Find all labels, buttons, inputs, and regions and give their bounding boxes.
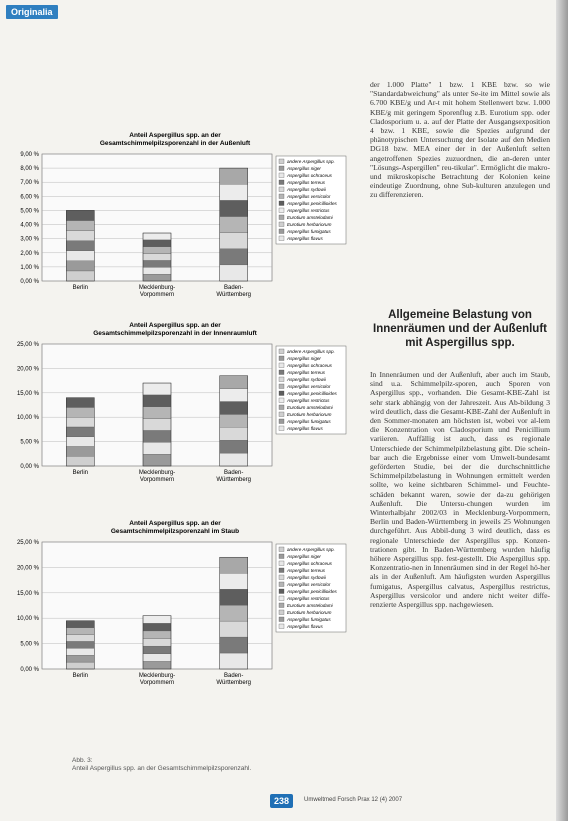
chart-title-line1: Anteil Aspergillus spp. an der <box>129 132 221 139</box>
bar-segment <box>66 210 94 220</box>
legend-swatch <box>279 215 284 220</box>
legend-label: Aspergillus terreus <box>287 180 326 185</box>
chart-title-line1: Anteil Aspergillus spp. an der <box>129 322 221 329</box>
bar-segment <box>220 389 248 402</box>
legend-swatch <box>279 624 284 629</box>
legend-swatch <box>279 426 284 431</box>
bar-segment <box>66 261 94 271</box>
bar-segment <box>66 398 94 408</box>
legend-swatch <box>279 405 284 410</box>
y-tick-label: 8,00 % <box>20 166 39 173</box>
y-tick-label: 15,00 % <box>16 390 39 397</box>
legend-swatch <box>279 384 284 389</box>
text-column-top <box>370 80 550 200</box>
chart-title-line2: Gesamtschimmelpilzsporenzahl in der Innenraumluft <box>93 330 257 337</box>
chart-dust-svg <box>0 516 368 691</box>
x-tick-label: Vorpommern <box>139 477 175 483</box>
legend-label: andere Aspergillus spp. <box>287 159 335 164</box>
page-number: 238 <box>270 794 293 808</box>
bar <box>220 557 248 669</box>
bar-segment <box>143 395 171 407</box>
legend-swatch <box>279 412 284 417</box>
legend-swatch <box>279 575 284 580</box>
legend-label: Aspergillus niger <box>287 554 321 559</box>
bar-segment <box>143 247 171 254</box>
bar-segment <box>66 271 94 281</box>
y-tick-label: 5,00 % <box>20 641 39 648</box>
x-tick-label: Mecklenburg- <box>138 673 176 679</box>
legend-swatch <box>279 603 284 608</box>
bar-segment <box>220 265 248 281</box>
legend-swatch <box>279 377 284 382</box>
legend-label: Aspergillus flavus <box>287 426 323 431</box>
y-tick-label: 0,00 % <box>20 667 39 673</box>
legend-label: Aspergillus flavus <box>287 624 323 629</box>
bar-segment <box>220 589 248 605</box>
legend-label: Aspergillus penicillioides <box>287 201 337 206</box>
chart-outdoor <box>0 128 368 303</box>
x-tick-label: Württemberg <box>216 680 252 686</box>
legend-label: Aspergillus niger <box>287 166 321 171</box>
bar-segment <box>220 376 248 389</box>
bar-segment <box>66 446 94 456</box>
bar-segment <box>220 414 248 427</box>
bar-segment <box>220 402 248 415</box>
legend-swatch <box>279 617 284 622</box>
legend-label: Aspergillus ochraceus <box>287 363 332 368</box>
bar <box>66 621 94 669</box>
y-tick-label: 9,00 % <box>20 152 39 158</box>
bar-segment <box>143 661 171 669</box>
legend-swatch <box>279 356 284 361</box>
legend-swatch <box>279 554 284 559</box>
legend-label: Aspergillus penicillioides <box>287 391 337 396</box>
x-tick-label: Berlin <box>72 673 89 679</box>
legend-swatch <box>279 166 284 171</box>
bar-segment <box>220 573 248 589</box>
legend-label: Aspergillus versicolor <box>287 582 331 587</box>
paragraph-1: der 1.000 Platte" 1 bzw. 1 KBE bzw. so wie "Standardabweichung" als unter Se-ite im Mittel sowie als 6.700 KBE/g und Ar-t mit hohem Stellenwert bzw. 1.000 KBE/g mit geringem Sporenflug z.B. Eurotium spp. oder Cladosporium u. a. auf der Platte der Ausgangsexposition 4 bzw. 1 KBE, sowie die Spezies aufgrund der phänotypischen Untersuchung der Isolate auf den Medien DG18 bzw. MEA einer der in der Außenluft selten angetroffenen Spezies zuzuordnen, die an-deren unter "Lösungs-Aspergillen" reu-tikular". Ermöglicht die makro- und mikroskopische Betrachtung der Kolonien keine eindeutige Zuordnung, ohne Sub-kulturen anzulegen und zu differenzieren. <box>370 80 550 200</box>
bar-segment <box>66 231 94 241</box>
legend-swatch <box>279 349 284 354</box>
chart-indoor-svg <box>0 318 368 488</box>
page-edge-shadow <box>556 0 568 821</box>
y-tick-label: 3,00 % <box>20 236 39 243</box>
bar-segment <box>66 655 94 662</box>
bar-segment <box>66 251 94 261</box>
bar-segment <box>143 419 171 431</box>
legend-swatch <box>279 610 284 615</box>
legend-label: Eurotium amstelodami <box>287 405 333 410</box>
legend-swatch <box>279 229 284 234</box>
legend-label: Aspergillus fumigatus <box>287 617 331 622</box>
bar-segment <box>143 616 171 624</box>
legend-label: Aspergillus fumigatus <box>287 419 331 424</box>
bar-segment <box>143 442 171 454</box>
legend-label: Aspergillus flavus <box>287 236 323 241</box>
chart-title-line2: Gesamtschimmelpilzsporenzahl in der Außenluft <box>99 140 251 147</box>
bar-segment <box>66 641 94 648</box>
text-column-bottom <box>370 370 550 609</box>
legend-swatch <box>279 363 284 368</box>
x-tick-label: Mecklenburg- <box>138 470 176 476</box>
legend-label: Aspergillus versicolor <box>287 194 331 199</box>
bar-segment <box>66 437 94 447</box>
legend-label: Aspergillus restrictus <box>287 398 330 403</box>
y-tick-label: 5,00 % <box>20 439 39 446</box>
bar-segment <box>220 200 248 216</box>
bar-segment <box>143 240 171 247</box>
legend-label: Aspergillus sydowii <box>287 575 326 580</box>
bar-segment <box>143 383 171 395</box>
legend-swatch <box>279 194 284 199</box>
bar <box>220 168 248 281</box>
x-tick-label: Württemberg <box>216 477 252 483</box>
bar-segment <box>66 427 94 437</box>
legend-label: Eurotium herbariorum <box>287 610 332 615</box>
legend-swatch <box>279 187 284 192</box>
legend-label: Aspergillus restrictus <box>287 208 330 213</box>
y-tick-label: 1,00 % <box>20 264 39 271</box>
x-tick-label: Berlin <box>72 285 89 291</box>
y-tick-label: 20,00 % <box>16 565 39 572</box>
bar-segment <box>143 274 171 281</box>
bar-segment <box>143 639 171 647</box>
bar-segment <box>220 653 248 669</box>
legend-swatch <box>279 589 284 594</box>
y-tick-label: 7,00 % <box>20 180 39 187</box>
x-tick-label: Vorpommern <box>139 680 175 686</box>
legend-label: Eurotium amstelodami <box>287 603 333 608</box>
legend-label: Eurotium herbariorum <box>287 412 332 417</box>
bar-segment <box>143 454 171 466</box>
legend-swatch <box>279 236 284 241</box>
y-tick-label: 0,00 % <box>20 279 39 285</box>
legend-label: Aspergillus fumigatus <box>287 229 331 234</box>
legend-label: Aspergillus versicolor <box>287 384 331 389</box>
bar-segment <box>143 631 171 639</box>
legend-label: Aspergillus sydowii <box>287 187 326 192</box>
legend-swatch <box>279 180 284 185</box>
bar-segment <box>66 628 94 635</box>
bar-segment <box>66 221 94 231</box>
page-footer <box>270 794 470 812</box>
legend-swatch <box>279 173 284 178</box>
y-tick-label: 5,00 % <box>20 208 39 215</box>
bar <box>143 616 171 669</box>
bar <box>66 398 94 466</box>
caption-label: Abb. 3: <box>72 757 93 764</box>
section-tag: Originalia <box>6 5 58 19</box>
bar-segment <box>220 557 248 573</box>
y-tick-label: 25,00 % <box>16 342 39 348</box>
bar-segment <box>220 216 248 232</box>
legend-label: andere Aspergillus spp. <box>287 349 335 354</box>
bar <box>143 383 171 466</box>
legend-swatch <box>279 547 284 552</box>
bar-segment <box>143 430 171 442</box>
bar-segment <box>66 648 94 655</box>
bar-segment <box>220 184 248 200</box>
legend-swatch <box>279 419 284 424</box>
bar-segment <box>143 654 171 662</box>
bar <box>220 376 248 466</box>
section-heading: Allgemeine Belastung von Innenräumen und der Außenluft mit Aspergillus spp. <box>373 309 547 349</box>
bar-segment <box>66 456 94 466</box>
bar-segment <box>143 623 171 631</box>
legend-label: Aspergillus ochraceus <box>287 561 332 566</box>
y-tick-label: 25,00 % <box>16 540 39 546</box>
legend-swatch <box>279 370 284 375</box>
x-tick-label: Baden- <box>223 470 244 476</box>
bar-segment <box>220 168 248 184</box>
legend-swatch <box>279 208 284 213</box>
chart-title-line2: Gesamtschimmelpilzsporenzahl im Staub <box>110 528 240 535</box>
bar-segment <box>220 453 248 466</box>
bar-segment <box>66 635 94 642</box>
x-tick-label: Berlin <box>72 470 89 476</box>
bar-segment <box>143 260 171 267</box>
legend-swatch <box>279 561 284 566</box>
x-tick-label: Württemberg <box>216 292 252 298</box>
bar-segment <box>66 241 94 251</box>
y-tick-label: 15,00 % <box>16 590 39 597</box>
bar-segment <box>143 233 171 240</box>
legend-swatch <box>279 568 284 573</box>
caption-text: Anteil Aspergillus spp. an der Gesamtschimmelpilzsporenzahl. <box>72 765 252 772</box>
bar-segment <box>143 267 171 274</box>
x-tick-label: Baden- <box>223 673 244 679</box>
legend-label: Aspergillus terreus <box>287 370 326 375</box>
legend-label: Aspergillus niger <box>287 356 321 361</box>
figure-caption <box>72 757 312 773</box>
bar-segment <box>220 440 248 453</box>
bar-segment <box>143 646 171 654</box>
legend-swatch <box>279 596 284 601</box>
bar-segment <box>220 637 248 653</box>
y-tick-label: 2,00 % <box>20 250 39 257</box>
chart-title-line1: Anteil Aspergillus spp. an der <box>129 520 221 527</box>
y-tick-label: 0,00 % <box>20 464 39 470</box>
legend-label: Aspergillus ochraceus <box>287 173 332 178</box>
legend-swatch <box>279 222 284 227</box>
y-tick-label: 6,00 % <box>20 194 39 201</box>
legend-swatch <box>279 398 284 403</box>
legend-swatch <box>279 391 284 396</box>
legend-label: Eurotium amstelodami <box>287 215 333 220</box>
legend-swatch <box>279 582 284 587</box>
chart-outdoor-svg <box>0 128 368 303</box>
bar-segment <box>220 233 248 249</box>
bar <box>143 233 171 281</box>
chart-dust <box>0 516 368 691</box>
legend-label: Aspergillus penicillioides <box>287 589 337 594</box>
x-tick-label: Vorpommern <box>139 292 175 298</box>
y-tick-label: 4,00 % <box>20 222 39 229</box>
bar-segment <box>220 427 248 440</box>
y-tick-label: 20,00 % <box>16 366 39 373</box>
legend-label: Eurotium herbariorum <box>287 222 332 227</box>
y-tick-label: 10,00 % <box>16 616 39 623</box>
chart-indoor <box>0 318 368 488</box>
legend-swatch <box>279 159 284 164</box>
legend-label: Aspergillus sydowii <box>287 377 326 382</box>
paragraph-2: In Innenräumen und der Außenluft, aber auch im Staub, sind u.a. Schimmelpilz-sporen, auch Sporen von Aspergillus spp., vorhanden. Die Gesamt-KBE-Zahl ist sehr stark abhängig von der Jahreszeit. Aus Ab-bildung 3 wird deutlich, dass die Gesamt-KBE-Zahl der Außenluft in den Sommer-monaten am höchsten ist, wobei vor al-lem die Konzentration von Cladosporium und Penicillium variieren. Auffällig ist auch, dass es regionale Unterschiede der Schimmelpilzbelastung gibt. Die schein-bar auch die Ergebnisse einer vom Umwelt-bundesamt geförderten Studie, bei der die durchschnittliche Schimmelpilzbelastung in Wohnungen ermittelt werden sollte, wo keine sichtbaren Schimmel- und Feuchte-schäden bekannt waren, sowie der da-zu gehörigen Außenluft. Die Untersu-chungen wurden im Winterhalbjahr 2002/03 in Mecklenburg-Vorpommern, Berlin und Baden-Württemberg in jeweils 25 Wohnungen durchgeführt. Aus Abbil-dung 3 wird deutlich, dass es regionale Unterschiede der Aspergillus spp. Konzen-trationen gibt. In Baden-Württemberg wurden häufig höhere Aspergillus spp. fest-gestellt. Die Aspergillus spp. Konzentratio-nen in Innenräumen sind in der Regel hö-her als in der Außenluft. Am häufigsten wurden Aspergillus fumigatus, Aspergillus calvatus, Aspergillus restrictus, Aspergillus versicolor und andere nicht weiter diffe-renzierte Aspergillus spp. nachgewiesen. <box>370 370 550 610</box>
bar-segment <box>66 662 94 669</box>
bar-segment <box>220 621 248 637</box>
bar-segment <box>143 407 171 419</box>
x-tick-label: Baden- <box>223 285 244 291</box>
bar-segment <box>66 407 94 417</box>
legend-swatch <box>279 201 284 206</box>
bar <box>66 210 94 281</box>
legend-label: Aspergillus restrictus <box>287 596 330 601</box>
bar-segment <box>220 605 248 621</box>
bar-segment <box>66 621 94 628</box>
bar-segment <box>66 417 94 427</box>
bar-segment <box>143 254 171 261</box>
bar-segment <box>220 249 248 265</box>
x-tick-label: Mecklenburg- <box>138 285 176 291</box>
journal-name: Umweltmed Forsch Prax 12 (4) 2007 <box>304 797 403 803</box>
y-tick-label: 10,00 % <box>16 415 39 422</box>
legend-label: andere Aspergillus spp. <box>287 547 335 552</box>
legend-label: Aspergillus terreus <box>287 568 326 573</box>
